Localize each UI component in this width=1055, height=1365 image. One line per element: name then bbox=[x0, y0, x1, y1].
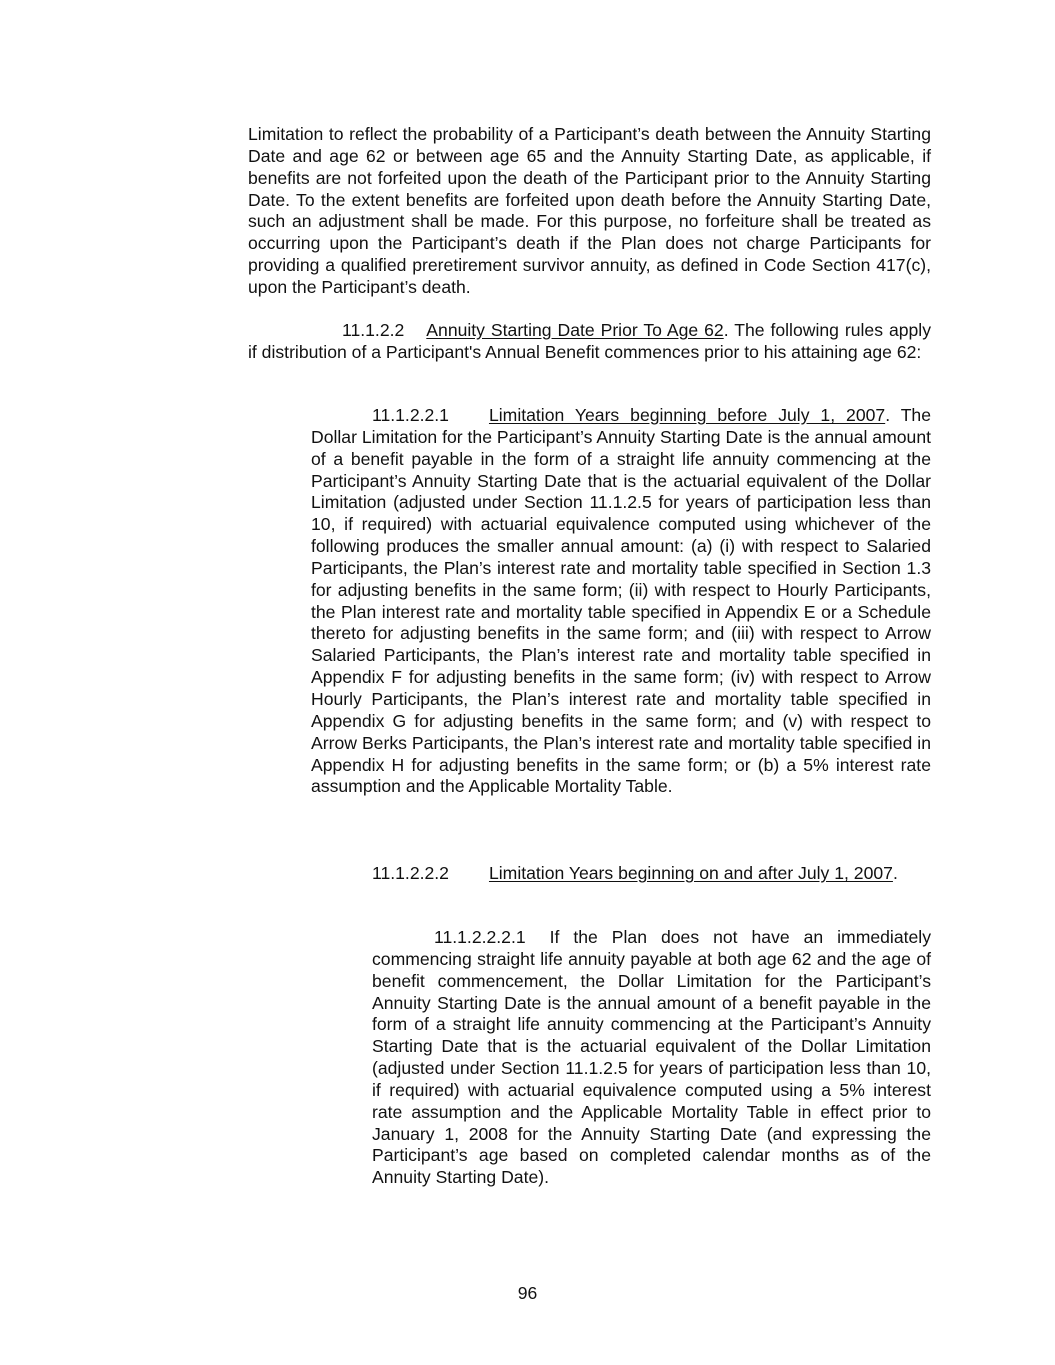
section-heading: Limitation Years beginning before July 1, 2007 bbox=[488, 405, 886, 425]
section-body: . The Dollar Limitation for the Participant’s Annuity Starting Date is the annual amount of a benefit payable in the form of a straight life annuity commencing at the Participant’s Annuity Starting Date that is the actuarial equivalent of the Dollar Limitation (adjusted under Section 11.1.2.5 for years of participation less than 10, if required) with actuarial equivalence computed using whichever of the following produces the smaller annual amount: (a) (i) with respect to Salaried Participants, the Plan’s interest rate and mortality table specified in Section 1.3 for adjusting benefits in the same form; (ii) with respect to Hourly Participants, the Plan interest rate and mortality table specified in Appendix E or a Schedule thereto for adjusting benefits in the same form; and (iii) with respect to Arrow Salaried Participants, the Plan’s interest rate and mortality table specified in Appendix F for adjusting benefits in the same form; (iv) with respect to Arrow Hourly Participants, the Plan’s interest rate and mortality table specified in Appendix G for adjusting benefits in the same form; and (v) with respect to Arrow Berks Participants, the Plan’s interest rate and mortality table specified in Appendix H for adjusting benefits in the same form; or (b) a 5% interest rate assumption and the Applicable Mortality Table. bbox=[311, 405, 932, 797]
section-number: 11.1.2.2.2.1 bbox=[434, 927, 526, 947]
section-number: 11.1.2.2 bbox=[342, 320, 405, 340]
section-11-1-2-2 bbox=[248, 320, 931, 364]
section-body: If the Plan does not have an immediately commencing straight life annuity payable at both age 62 and the age of benefit commencement, the Dollar Limitation for the Participant’s Annuity Starting Date is the annual amount of a benefit payable in the form of a straight life annuity commencing at the Participant’s Annuity Starting Date that is the actuarial equivalent of the Dollar Limitation (adjusted under Section 11.1.2.5 for years of participation less than 10, if required) with actuarial equivalence computed using a 5% interest rate assumption and the Applicable Mortality Table in effect prior to January 1, 2008 for the Annuity Starting Date (and expressing the Participant’s age based on completed calendar months as of the Annuity Starting Date). bbox=[372, 927, 931, 1188]
section-number: 11.1.2.2.2 bbox=[372, 863, 449, 883]
section-11-1-2-2-1 bbox=[311, 405, 931, 798]
section-body: . The following rules apply if distribution of a Participant's Annual Benefit commences prior to his attaining age 62: bbox=[248, 320, 932, 362]
section-11-1-2-2-2 bbox=[311, 863, 931, 885]
section-number: 11.1.2.2.1 bbox=[372, 405, 449, 425]
section-heading: Limitation Years beginning on and after July 1, 2007 bbox=[488, 863, 893, 883]
section-heading: Annuity Starting Date Prior To Age 62 bbox=[426, 320, 724, 340]
page-number: 96 bbox=[517, 1283, 538, 1303]
section-body: . bbox=[892, 863, 898, 883]
paragraph-limitation-continuation bbox=[248, 124, 931, 299]
section-11-1-2-2-2-1 bbox=[372, 927, 931, 1189]
paragraph-text: Limitation to reflect the probability of a Participant’s death between the Annuity Starting Date and age 62 or between age 65 and the Annuity Starting Date, as applicable, if benefits are not forfeited upon the death of the Participant prior to the Annuity Starting Date. To the extent benefits are forfeited upon death before the Annuity Starting Date, such an adjustment shall be made. For this purpose, no forfeiture shall be treated as occurring upon the Participant’s death if the Plan does not charge Participants for providing a qualified preretirement survivor annuity, as defined in Code Section 417(c), upon the Participant’s death. bbox=[248, 124, 931, 297]
